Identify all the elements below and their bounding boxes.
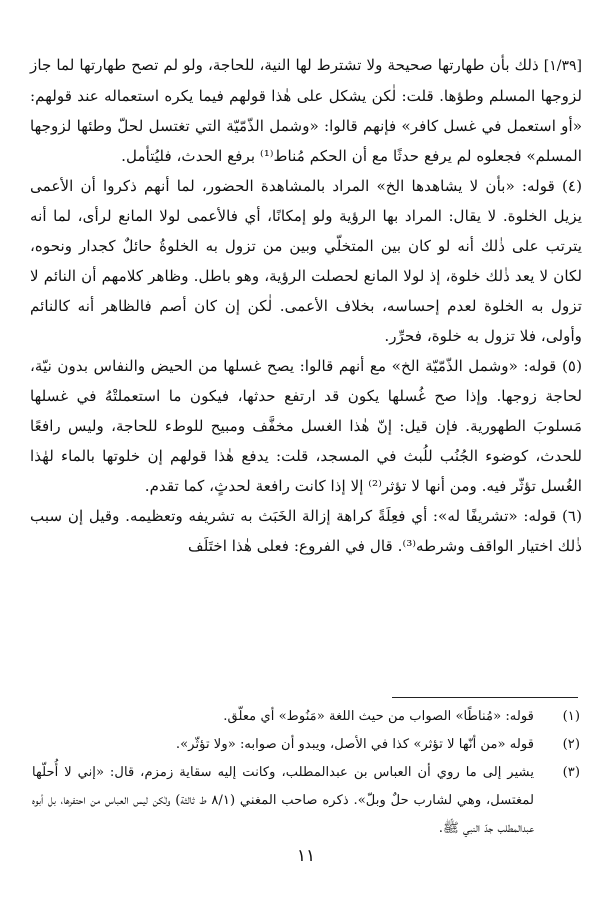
footnote-2	[32, 731, 580, 759]
paragraph-1	[30, 50, 582, 171]
margin-page-reference: [١/٣٩]	[543, 58, 582, 74]
paragraph-1-text: ذلك بأن طهارتها صحيحة ولا تشترط لها النية، للحاجة، ولو لم تصح طهارتها لما جاز لزوجها المسلم وطؤها. قلت: لٰكن يشكل على هٰذا قولهم فيما يكره استعماله عند قولهم: «أو استعمل في غسل كافر» فإنهم قالوا: «وشمل الذّمّيّة التي تغتسل لحلّ وطئها لزوجها المسلم» فجعلوه لم يرفع حدثًا مع أن الحكم مُناط⁽¹⁾ برفع الحدث، فليُتأمل.	[30, 56, 582, 165]
footnote-divider	[392, 697, 578, 698]
footnote-3	[32, 759, 580, 843]
paragraph-2: (٤) قوله: «بأن لا يشاهدها الخ» المراد بالمشاهدة الحضور، لما أنهم ذكروا أن الأعمى يزيل الخلوة. لا يقال: المراد بها الرؤية ولو إمكانًا، أي فالأعمى لولا المانع لرأى، لما أنه يترتب على ذٰلك أنه لو كان بين المتخلّي وبين من تزول به الخلوةُ حائلٌ كجدار ونحوه، لكان لا يعد ذٰلك خلوة، إذ لولا المانع لحصلت الرؤية، وهو باطل. وظاهر كلامهم أن النائم لا تزول به الخلوة لعدم إحساسه، بخلاف الأعمى. لٰكن إن كان أصم فالظاهر أنه كالنائم وأولى، فلا تزول به خلوة، فحرِّر.	[30, 177, 582, 345]
paragraph-4: (٦) قوله: «تشريفًا له»: أي فعِلَةً كراهة إزالة الخَبَث به تشريفه وتعظيمه. وقيل إن سبب ذٰلك اختيار الواقف وشرطه⁽³⁾. قال في الفروع: فعلى هٰذا اختَلَف	[30, 507, 582, 555]
footnote-text: قوله «من أنّها لا تؤثر» كذا في الأصل، ويبدو أن صوابه: «ولا تؤثّر».	[175, 737, 534, 752]
footnote-text: قوله: «مُناطًا» الصواب من حيث اللغة «مَنُوط» أي معلّق.	[223, 709, 534, 724]
footnote-1	[32, 703, 580, 731]
footnote-number: (٣)	[562, 765, 580, 780]
page-number: ١١	[296, 846, 316, 866]
footnote-number: (٢)	[562, 737, 580, 752]
footnote-text: يشير إلى ما روي أن العباس بن عبدالمطلب، وكانت إليه سقاية زمزم، قال: «إني لا أُحلّها لمغتسل، وهي لشارب حلٌ وبلّ». ذكره صاحب المغني (٨/١ ط ثالثة) ولٰكن ليس العباس من احتفرها، بل أبوه عبدالمطلب جدّ النبي ﷺ.	[32, 765, 534, 836]
footnotes	[32, 703, 580, 843]
paragraph-3: (٥) قوله: «وشمل الذّمّيّة الخ» مع أنهم قالوا: يصح غسلها من الحيض والنفاس بدون نيّة، لحاجة زوجها. وإذا صح غُسلها يكون قد ارتفع حدثها، فيكون ما استعملتْهُ في غسلها مَسلوبَ الطهورية. فإن قيل: إنّ هٰذا الغسل مخفَّف ومبيح للوطء للحاجة، وليس رافعًا للحدث، كوضوء الجُنُب للُبث في المسجد، قلت: يدفع هٰذا قولهم إن خلوتها بالماء لهٰذا الغُسل تؤثّر فيه. ومن أنها لا تؤثر⁽²⁾ إلا إذا كانت رافعة لحدثٍ، كما تقدم.	[30, 357, 582, 495]
footnote-number: (١)	[562, 709, 580, 724]
body-text	[30, 50, 582, 561]
